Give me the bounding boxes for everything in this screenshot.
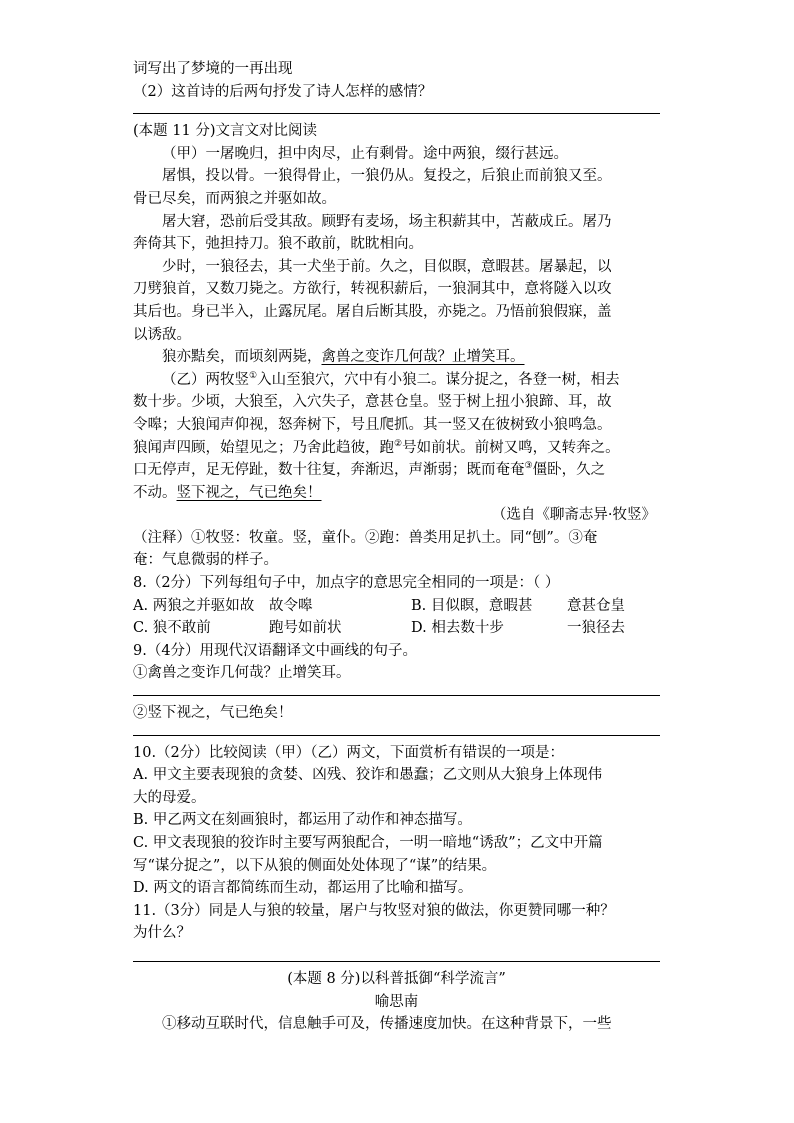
jia-last-plain: 狼亦黠矣，而顷刻两毙，	[162, 349, 322, 366]
poem-question-2: （2）这首诗的后两句抒发了诗人怎样的感情？	[133, 83, 433, 100]
yi-text: （乙）两牧竖	[162, 371, 249, 388]
jia-paragraph-line: 骨已尽矣，而两狼之并驱如故。	[133, 190, 336, 207]
question-8-options-row	[133, 595, 660, 618]
option-b-2[interactable]: 意甚仓皇	[567, 597, 625, 614]
option-d-1[interactable]: D. 相去数十步	[411, 620, 504, 637]
yi-paragraph-line	[133, 459, 660, 482]
jia-paragraph-line: 少时，一狼径去，其一犬坐于前。久之，目似瞑，意暇甚。屠暴起，以	[162, 258, 612, 275]
classical-section-header: (本题 11 分)文言文对比阅读	[133, 123, 317, 140]
yi-text: 不动。	[133, 484, 177, 501]
question-10-stem: 10.（2分）比较阅读（甲）（乙）两文，下面赏析有错误的一项是：	[133, 744, 565, 761]
question-10-option-d[interactable]: D. 两文的语言都简练而生动，都运用了比喻和描写。	[133, 880, 473, 897]
yi-text: 狼闻声四顾，始望见之；乃舍此趋彼，跑	[133, 439, 394, 456]
notes-line: 奄：气息微弱的样子。	[133, 552, 278, 569]
jia-paragraph-line: 以诱敌。	[133, 326, 191, 343]
source-citation: （选自《聊斋志异·牧竖》	[491, 507, 656, 524]
question-11-stem-cont: 为什么？	[133, 925, 191, 942]
question-10-option-c-cont: 写“谋分捉之”，以下从狼的侧面处处体现了“谋”的结果。	[133, 857, 497, 874]
jia-paragraph-line: 刀劈狼首，又数刀毙之。方欲行，转视积薪后，一狼洞其中，意将隧入以攻	[133, 281, 612, 298]
yi-text: 僵卧，久之	[532, 462, 606, 479]
yi-text: 口无停声，足无停趾，数十往复，奔渐迟，声渐弱；既而奄奄	[133, 462, 525, 479]
option-c-2[interactable]: 跑号如前状	[269, 620, 342, 637]
yi-paragraph-line: 数十步。少顷，大狼至，入穴失子，意甚仓皇。竖于树上扭小狼蹄、耳，故	[133, 394, 612, 411]
article-author: 喻思南	[374, 993, 419, 1010]
yi-paragraph-line	[133, 369, 660, 392]
answer-line[interactable]	[133, 113, 660, 114]
question-9-stem: 9.（4分）用现代汉语翻译文中画线的句子。	[133, 642, 418, 659]
footnote-marker: ①	[249, 370, 258, 381]
modern-paragraph-line: ①移动互联时代，信息触手可及，传播速度加快。在这种背景下，一些	[162, 1016, 612, 1033]
jia-paragraph-line: （甲）一屠晚归，担中肉尽，止有剩骨。途中两狼，缀行甚远。	[162, 145, 568, 162]
option-b-1[interactable]: B. 目似瞑，意暇甚	[411, 597, 533, 614]
option-a-1[interactable]: A. 两狼之并驱如故	[133, 597, 255, 614]
question-8-options-row	[133, 617, 660, 640]
yi-text: 号如前状。前树又鸣，又转奔之。	[402, 439, 620, 456]
yi-text: 入山至狼穴，穴中有小狼二。谋分捉之，各登一树，相去	[257, 371, 620, 388]
question-10-option-a-cont: 大的母爱。	[133, 789, 206, 806]
question-11-stem: 11.（3分）同是人与狼的较量，屠户与牧竖对狼的做法，你更赞同哪一种？	[133, 902, 615, 919]
document-page	[133, 58, 660, 1036]
option-a-2[interactable]: 故令嗥	[269, 597, 313, 614]
question-10-option-a[interactable]: A. 甲文主要表现狼的贪婪、凶残、狡诈和愚蠢；乙文则从大狼身上体现伟	[133, 767, 603, 784]
answer-line[interactable]	[133, 695, 660, 696]
question-10-option-c[interactable]: C. 甲文表现狼的狡诈时主要写两狼配合，一明一暗地“诱敌”；乙文中开篇	[133, 835, 603, 851]
option-c-1[interactable]: C. 狼不敢前	[133, 620, 211, 637]
jia-last-line	[133, 346, 660, 369]
modern-section-header: (本题 8 分)以科普抵御“科学流言”	[287, 970, 506, 987]
question-9-sentence-1: ①禽兽之变诈几何哉？止增笑耳。	[133, 665, 351, 682]
yi-underlined-sentence: 竖下视之，气已绝矣！	[176, 484, 322, 501]
answer-line[interactable]	[133, 735, 660, 736]
footnote-marker: ②	[394, 438, 403, 449]
notes-line: （注释）①牧竖：牧童。竖，童仆。②跑：兽类用足扒土。同“刨”。③奄	[133, 529, 598, 546]
footnote-marker: ③	[524, 461, 533, 472]
question-10-option-b[interactable]: B. 甲乙两文在刻画狼时，都运用了动作和神态描写。	[133, 812, 472, 829]
yi-paragraph-line	[133, 437, 660, 460]
jia-paragraph-line: 奔倚其下，弛担持刀。狼不敢前，眈眈相向。	[133, 236, 423, 253]
answer-line[interactable]	[133, 961, 660, 962]
yi-paragraph-line	[133, 482, 660, 505]
option-d-2[interactable]: 一狼径去	[567, 620, 625, 637]
question-8-stem: 8.（2分）下列每组句子中，加点字的意思完全相同的一项是：（ ）	[133, 575, 560, 592]
jia-paragraph-line: 屠惧，投以骨。一狼得骨止，一狼仍从。复投之，后狼止而前狼又至。	[162, 168, 612, 185]
jia-underlined-sentence: 禽兽之变诈几何哉？止增笑耳。	[321, 349, 525, 366]
poem-tail-line: 词写出了梦境的一再出现	[133, 61, 293, 77]
question-9-sentence-2: ②竖下视之，气已绝矣！	[133, 705, 293, 722]
jia-paragraph-line: 屠大窘，恐前后受其敌。顾野有麦场，场主积薪其中，苫蔽成丘。屠乃	[162, 213, 612, 230]
yi-paragraph-line: 令嗥；大狼闻声仰视，怒奔树下，号且爬抓。其一竖又在彼树致小狼鸣急。	[133, 416, 612, 433]
jia-paragraph-line: 其后也。身已半入，止露尻尾。屠自后断其股，亦毙之。乃悟前狼假寐，盖	[133, 303, 612, 320]
